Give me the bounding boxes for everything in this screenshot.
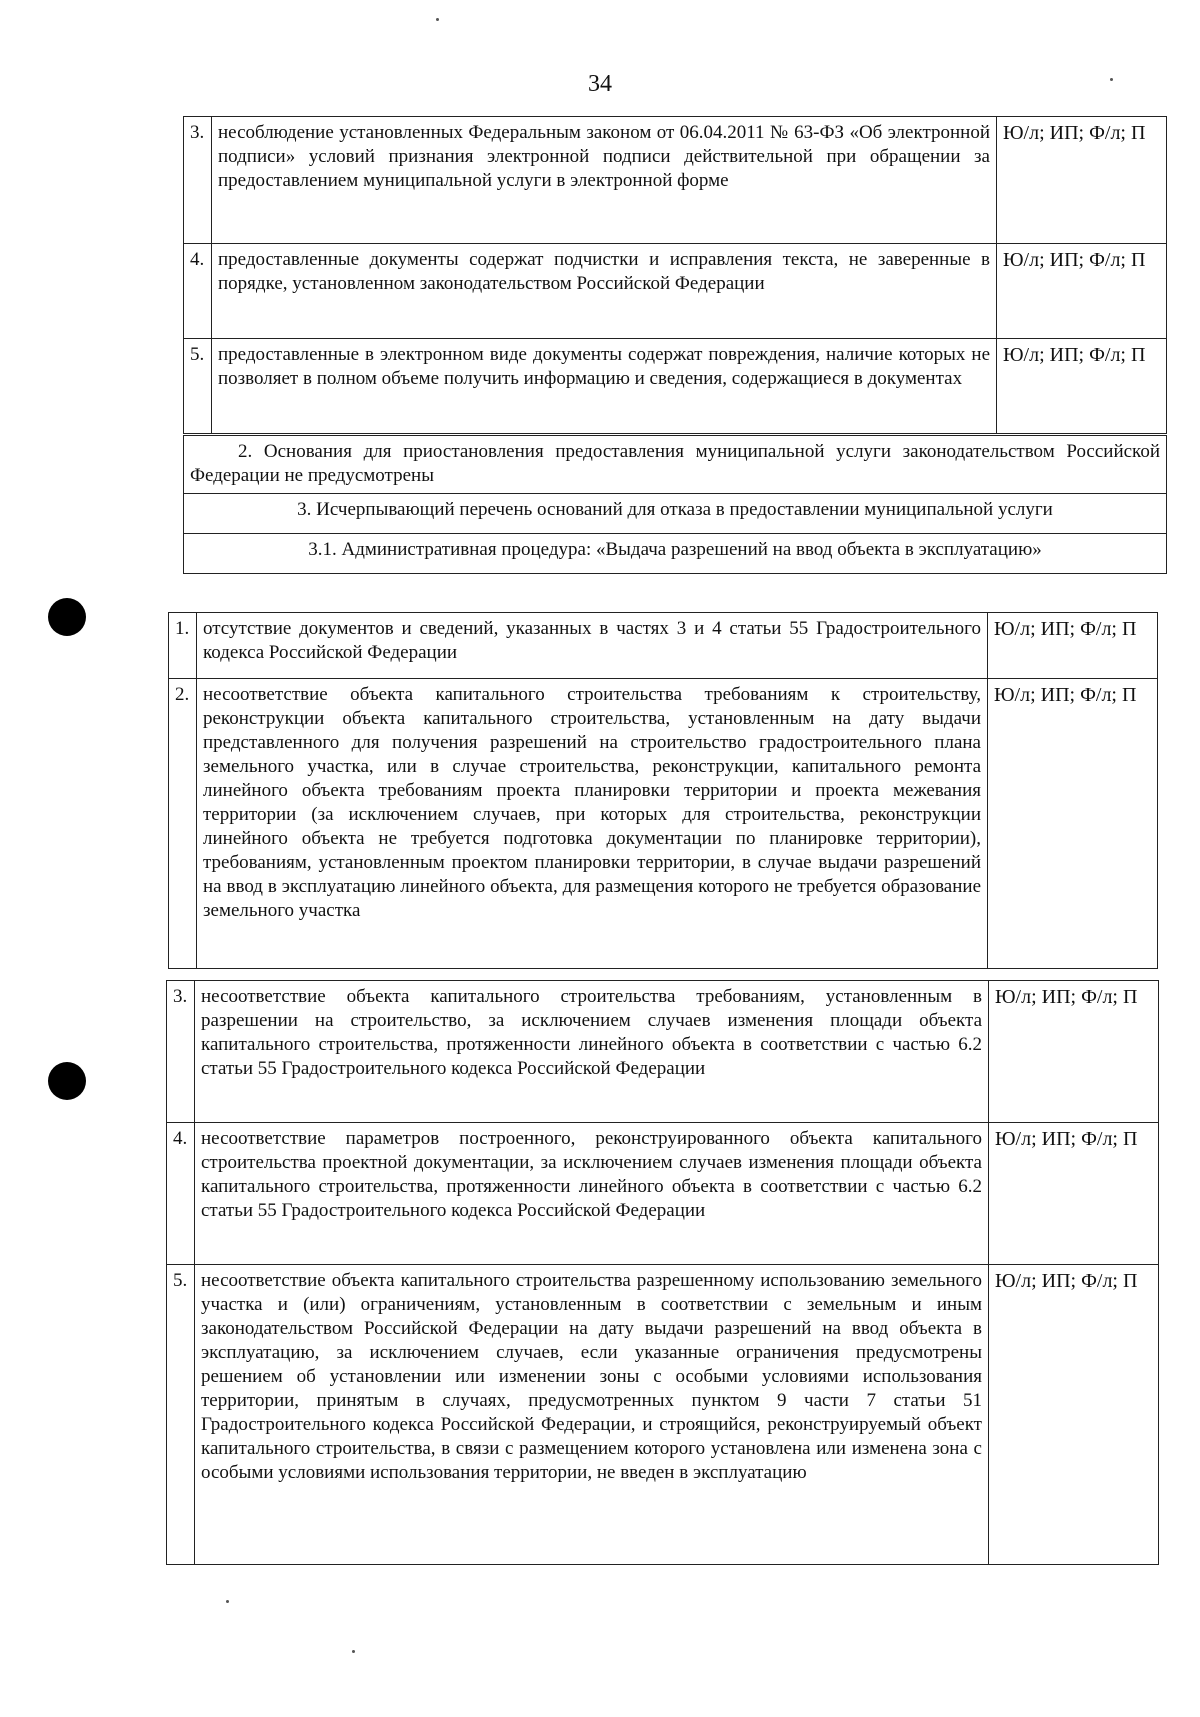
row-number: 5. xyxy=(167,1265,195,1565)
applicant-types: Ю/л; ИП; Ф/л; П xyxy=(989,981,1159,1123)
row-number: 5. xyxy=(184,339,212,434)
section-2-cell xyxy=(184,436,1167,494)
scan-speck xyxy=(226,1600,229,1603)
row-number: 3. xyxy=(184,117,212,244)
section-3-1-cell xyxy=(184,534,1167,574)
applicant-types: Ю/л; ИП; Ф/л; П xyxy=(988,679,1158,969)
row-text: несоблюдение установленных Федеральным законом от 06.04.2011 № 63-ФЗ «Об электронной подписи» условий признания электронной подписи действительной при обращении за предоставлением муниципальной услуги в электронной форме xyxy=(212,117,997,244)
row-number: 1. xyxy=(169,613,197,679)
section-3-1-text: 3.1. Административная процедура: «Выдача разрешений на ввод объекта в эксплуатацию» xyxy=(308,539,1042,560)
row-number: 2. xyxy=(169,679,197,969)
binder-hole-mark xyxy=(48,1062,86,1100)
section-2-row xyxy=(184,436,1167,494)
section-3-cell xyxy=(184,494,1167,534)
grounds-table-top xyxy=(183,116,1167,434)
row-text: отсутствие документов и сведений, указанных в частях 3 и 4 статьи 55 Градостроительного кодекса Российской Федерации xyxy=(197,613,988,679)
table-row xyxy=(184,117,1167,244)
page-number: 34 xyxy=(588,71,612,97)
row-number: 4. xyxy=(167,1123,195,1265)
table-row xyxy=(167,981,1159,1123)
row-number: 4. xyxy=(184,244,212,339)
scan-speck xyxy=(352,1650,355,1653)
section-3-row xyxy=(184,494,1167,534)
binder-hole-mark xyxy=(48,598,86,636)
refusal-grounds-table-continued xyxy=(166,980,1159,1565)
table-row xyxy=(169,613,1158,679)
table-row xyxy=(169,679,1158,969)
table-row xyxy=(167,1123,1159,1265)
section-headers xyxy=(183,435,1167,574)
table-row xyxy=(184,339,1167,434)
scan-speck xyxy=(436,18,439,21)
section-3-1-row xyxy=(184,534,1167,574)
row-text: несоответствие объекта капитального строительства разрешенному использованию земельного участка и (или) ограничениям, установленным в соответствии с земельным и иным законодательством Российской Федерации на дату выдачи разрешений на ввод объекта в эксплуатацию, за исключением случаев, если указанные ограничения предусмотрены решением об установлении или изменении зоны с особыми условиями использования территории, принятым в случаях, предусмотренных пунктом 9 части 7 статьи 51 Градостроительного кодекса Российской Федерации, и строящийся, реконструируемый объект капитального строительства, в связи с размещением которого установлена или изменена зона с особыми условиями использования территории, не введен в эксплуатацию xyxy=(195,1265,989,1565)
row-number: 3. xyxy=(167,981,195,1123)
section-2-text: 2. Основания для приостановления предоставления муниципальной услуги законодательством Российской Федерации не предусмотрены xyxy=(190,441,1160,486)
applicant-types: Ю/л; ИП; Ф/л; П xyxy=(988,613,1158,679)
row-text: предоставленные документы содержат подчистки и исправления текста, не заверенные в порядке, установленном законодательством Российской Федерации xyxy=(212,244,997,339)
applicant-types: Ю/л; ИП; Ф/л; П xyxy=(997,339,1167,434)
row-text: несоответствие объекта капитального строительства требованиям, установленным в разрешении на строительство, за исключением случаев изменения площади объекта капитального строительства, протяженности линейного объекта в соответствии с частью 6.2 статьи 55 Градостроительного кодекса Российской Федерации xyxy=(195,981,989,1123)
row-text: предоставленные в электронном виде документы содержат повреждения, наличие которых не позволяет в полном объеме получить информацию и сведения, содержащиеся в документах xyxy=(212,339,997,434)
row-text: несоответствие объекта капитального строительства требованиям к строительству, реконструкции объекта капитального строительства, установленным на дату выдачи представленного для получения разрешений на строительство градостроительного плана земельного участка, или в случае строительства, реконструкции, капитального ремонта линейного объекта требованиям проекта планировки территории и проекта межевания территории (за исключением случаев, при которых для строительства, реконструкции линейного объекта не требуется подготовка документации по планировке территории), требованиям, установленным проектом планировки территории, в случае выдачи разрешений на ввод в эксплуатацию линейного объекта, для размещения которого не требуется образование земельного участка xyxy=(197,679,988,969)
applicant-types: Ю/л; ИП; Ф/л; П xyxy=(989,1265,1159,1565)
table-row xyxy=(184,244,1167,339)
applicant-types: Ю/л; ИП; Ф/л; П xyxy=(997,117,1167,244)
section-3-text: 3. Исчерпывающий перечень оснований для отказа в предоставлении муниципальной услуги xyxy=(297,499,1053,520)
table-row xyxy=(167,1265,1159,1565)
refusal-grounds-table xyxy=(168,612,1158,969)
applicant-types: Ю/л; ИП; Ф/л; П xyxy=(997,244,1167,339)
row-text: несоответствие параметров построенного, реконструированного объекта капитального строительства проектной документации, за исключением случаев изменения площади объекта капитального строительства, протяженности линейного объекта в соответствии с частью 6.2 статьи 55 Градостроительного кодекса Российской Федерации xyxy=(195,1123,989,1265)
applicant-types: Ю/л; ИП; Ф/л; П xyxy=(989,1123,1159,1265)
